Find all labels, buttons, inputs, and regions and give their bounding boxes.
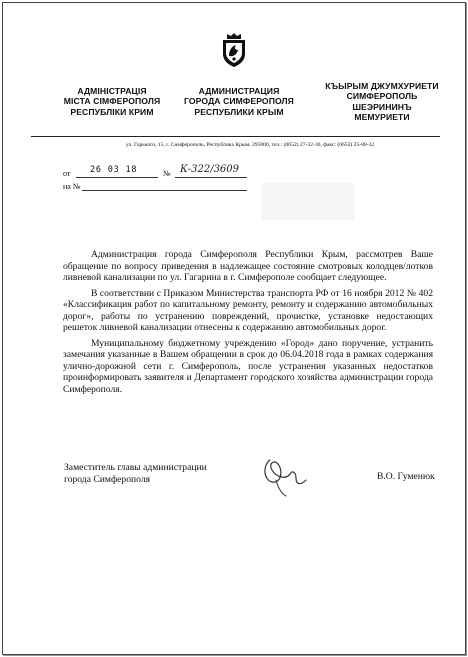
number-label: №	[163, 169, 171, 178]
signatory-position	[64, 462, 207, 486]
body-paragraph-3: Муниципальному бюджетному учреждению «Город» дано поручение, устранить замечания указанные в Вашем обращении в срок до 06.04.2018 года в рамках содержания улично-дорожной сети г. Симферополь, после устранения указанных недостатков проинформировать заявителя и Департамент городского хозяйства администрации города Симферополя.	[63, 337, 433, 395]
address-line: ул. Горького, 15, г. Симферополь, Республика Крым, 295000, тел.: (0652) 27-32-36, факс: (0652) 25-80-32	[125, 142, 375, 148]
header-right-line-2: СИМФЕРОПОЛЬ	[346, 91, 418, 102]
header-ukrainian	[56, 86, 168, 117]
header-middle-line-1: АДМИНИСТРАЦИЯ	[198, 86, 280, 96]
handwritten-signature	[256, 450, 316, 500]
header-right-line-3: ШЕЭРИНИНЪ	[352, 101, 412, 112]
date-underline	[76, 177, 158, 178]
letter-body	[63, 249, 433, 399]
header-right-line-4: МЕМУРИЕТИ	[354, 112, 410, 123]
header-crimean-tatar	[318, 81, 446, 123]
header-divider	[31, 136, 440, 137]
signatory-name: В.О. Гуменюк	[377, 471, 435, 482]
registration-date: 26 03 18	[90, 165, 138, 175]
header-left-line-3: РЕСПУБЛІКИ КРИМ	[70, 106, 154, 117]
position-line-2: города Симферополя	[64, 473, 151, 485]
date-label: от	[63, 169, 71, 178]
reference-label: на №	[63, 182, 81, 191]
header-left-line-2: МІСТА СІМФЕРОПОЛЯ	[63, 96, 161, 107]
body-paragraph-1: Администрация города Симферополя Республики Крым, рассмотрев Ваше обращение по вопросу приведения в надлежащее состояние смотровых колодцев/лотков ливневой канализации по ул. Гагарина в г. Симферополе сообщает следующее.	[63, 249, 433, 283]
header-right-line-1: КЪЫРЫМ ДЖУМХУРИЕТИ	[325, 81, 439, 91]
recipient-redaction	[262, 183, 354, 220]
header-middle-line-2: ГОРОДА СИМФЕРОПОЛЯ	[184, 96, 294, 107]
header-left-line-1: АДМІНІСТРАЦІЯ	[77, 86, 147, 96]
coat-of-arms-icon	[219, 32, 249, 68]
position-line-1: Заместитель главы администрации	[64, 462, 207, 473]
body-paragraph-2: В соответствии с Приказом Министерства транспорта РФ от 16 ноября 2012 № 402 «Классификация работ по капитальному ремонту, ремонту и содержанию автомобильных дорог», работы по устранению повреждений, прочистке, установке недостающих решеток ливневой канализации отнесены к содержанию автомобильных дорог.	[63, 287, 433, 333]
header-middle-line-3: РЕСПУБЛИКИ КРЫМ	[194, 106, 284, 117]
header-russian	[183, 86, 295, 117]
registration-number: К-322/3609	[180, 164, 240, 175]
reference-underline	[82, 190, 247, 191]
number-underline	[175, 177, 247, 178]
